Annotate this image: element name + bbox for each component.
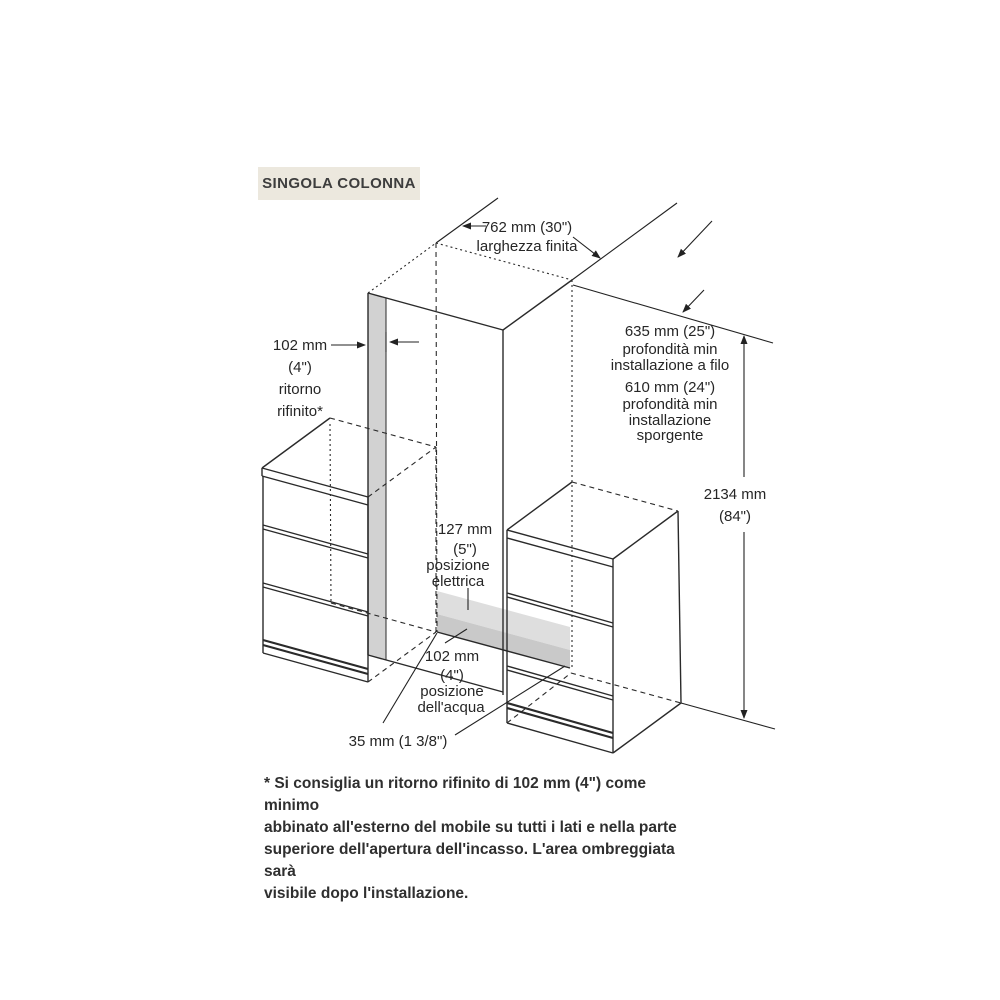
- width-extension-right: [572, 203, 677, 280]
- diagram-title-text: SINGOLA COLONNA: [262, 175, 416, 192]
- water-caption-1: posizione: [420, 683, 484, 700]
- depth-flush-caption-2: installazione a filo: [610, 357, 730, 374]
- footnote-line-4: visibile dopo l'installazione.: [264, 885, 469, 902]
- left-cabinet: [262, 418, 436, 682]
- water-value: 102 mm: [424, 648, 480, 665]
- width-value: 762 mm (30"): [481, 219, 573, 236]
- dimension-labels: [273, 219, 766, 750]
- depth-proud-value: 610 mm (24"): [624, 379, 716, 396]
- return-inches: (4"): [288, 359, 312, 376]
- footnote-line-2: abbinato all'esterno del mobile su tutti i lati e nella parte: [264, 819, 677, 836]
- toe-kick-value: 35 mm (1 3/8"): [348, 733, 448, 750]
- depth-flush-caption-1: profondità min: [622, 341, 718, 358]
- height-value: 2134 mm: [703, 486, 767, 503]
- shaded-return-strip: [368, 293, 386, 660]
- water-inches: (4"): [440, 667, 464, 684]
- height-inches: (84"): [719, 508, 751, 525]
- footnote: [264, 773, 684, 905]
- footnote-line-1: * Si consiglia un ritorno rifinito di 102 mm (4") come minimo: [264, 775, 646, 814]
- depth-proud-caption-2: installazione: [628, 412, 712, 429]
- water-caption-2: dell'acqua: [417, 699, 485, 716]
- electrical-caption-2: elettrica: [431, 573, 485, 590]
- depth-flush-arrow: [683, 290, 704, 312]
- shaded-zones: [368, 293, 570, 668]
- return-caption-1: ritorno: [278, 381, 322, 398]
- depth-proud-caption-1: profondità min: [622, 396, 718, 413]
- return-caption-2: rifinito*: [277, 403, 323, 420]
- electrical-inches: (5"): [453, 541, 477, 558]
- depth-proud-caption-3: sporgente: [636, 427, 704, 444]
- right-cabinet-hidden-edges: [507, 482, 681, 723]
- footnote-line-3: superiore dell'apertura dell'incasso. L'area ombreggiata sarà: [264, 841, 675, 880]
- width-caption: larghezza finita: [476, 238, 578, 255]
- return-value: 102 mm: [272, 337, 328, 354]
- depth-flush-value: 635 mm (25"): [624, 323, 716, 340]
- electrical-caption-1: posizione: [426, 557, 490, 574]
- electrical-value: 127 mm: [437, 521, 493, 538]
- height-extension-bottom: [681, 703, 775, 729]
- depth-proud-arrow: [678, 221, 712, 257]
